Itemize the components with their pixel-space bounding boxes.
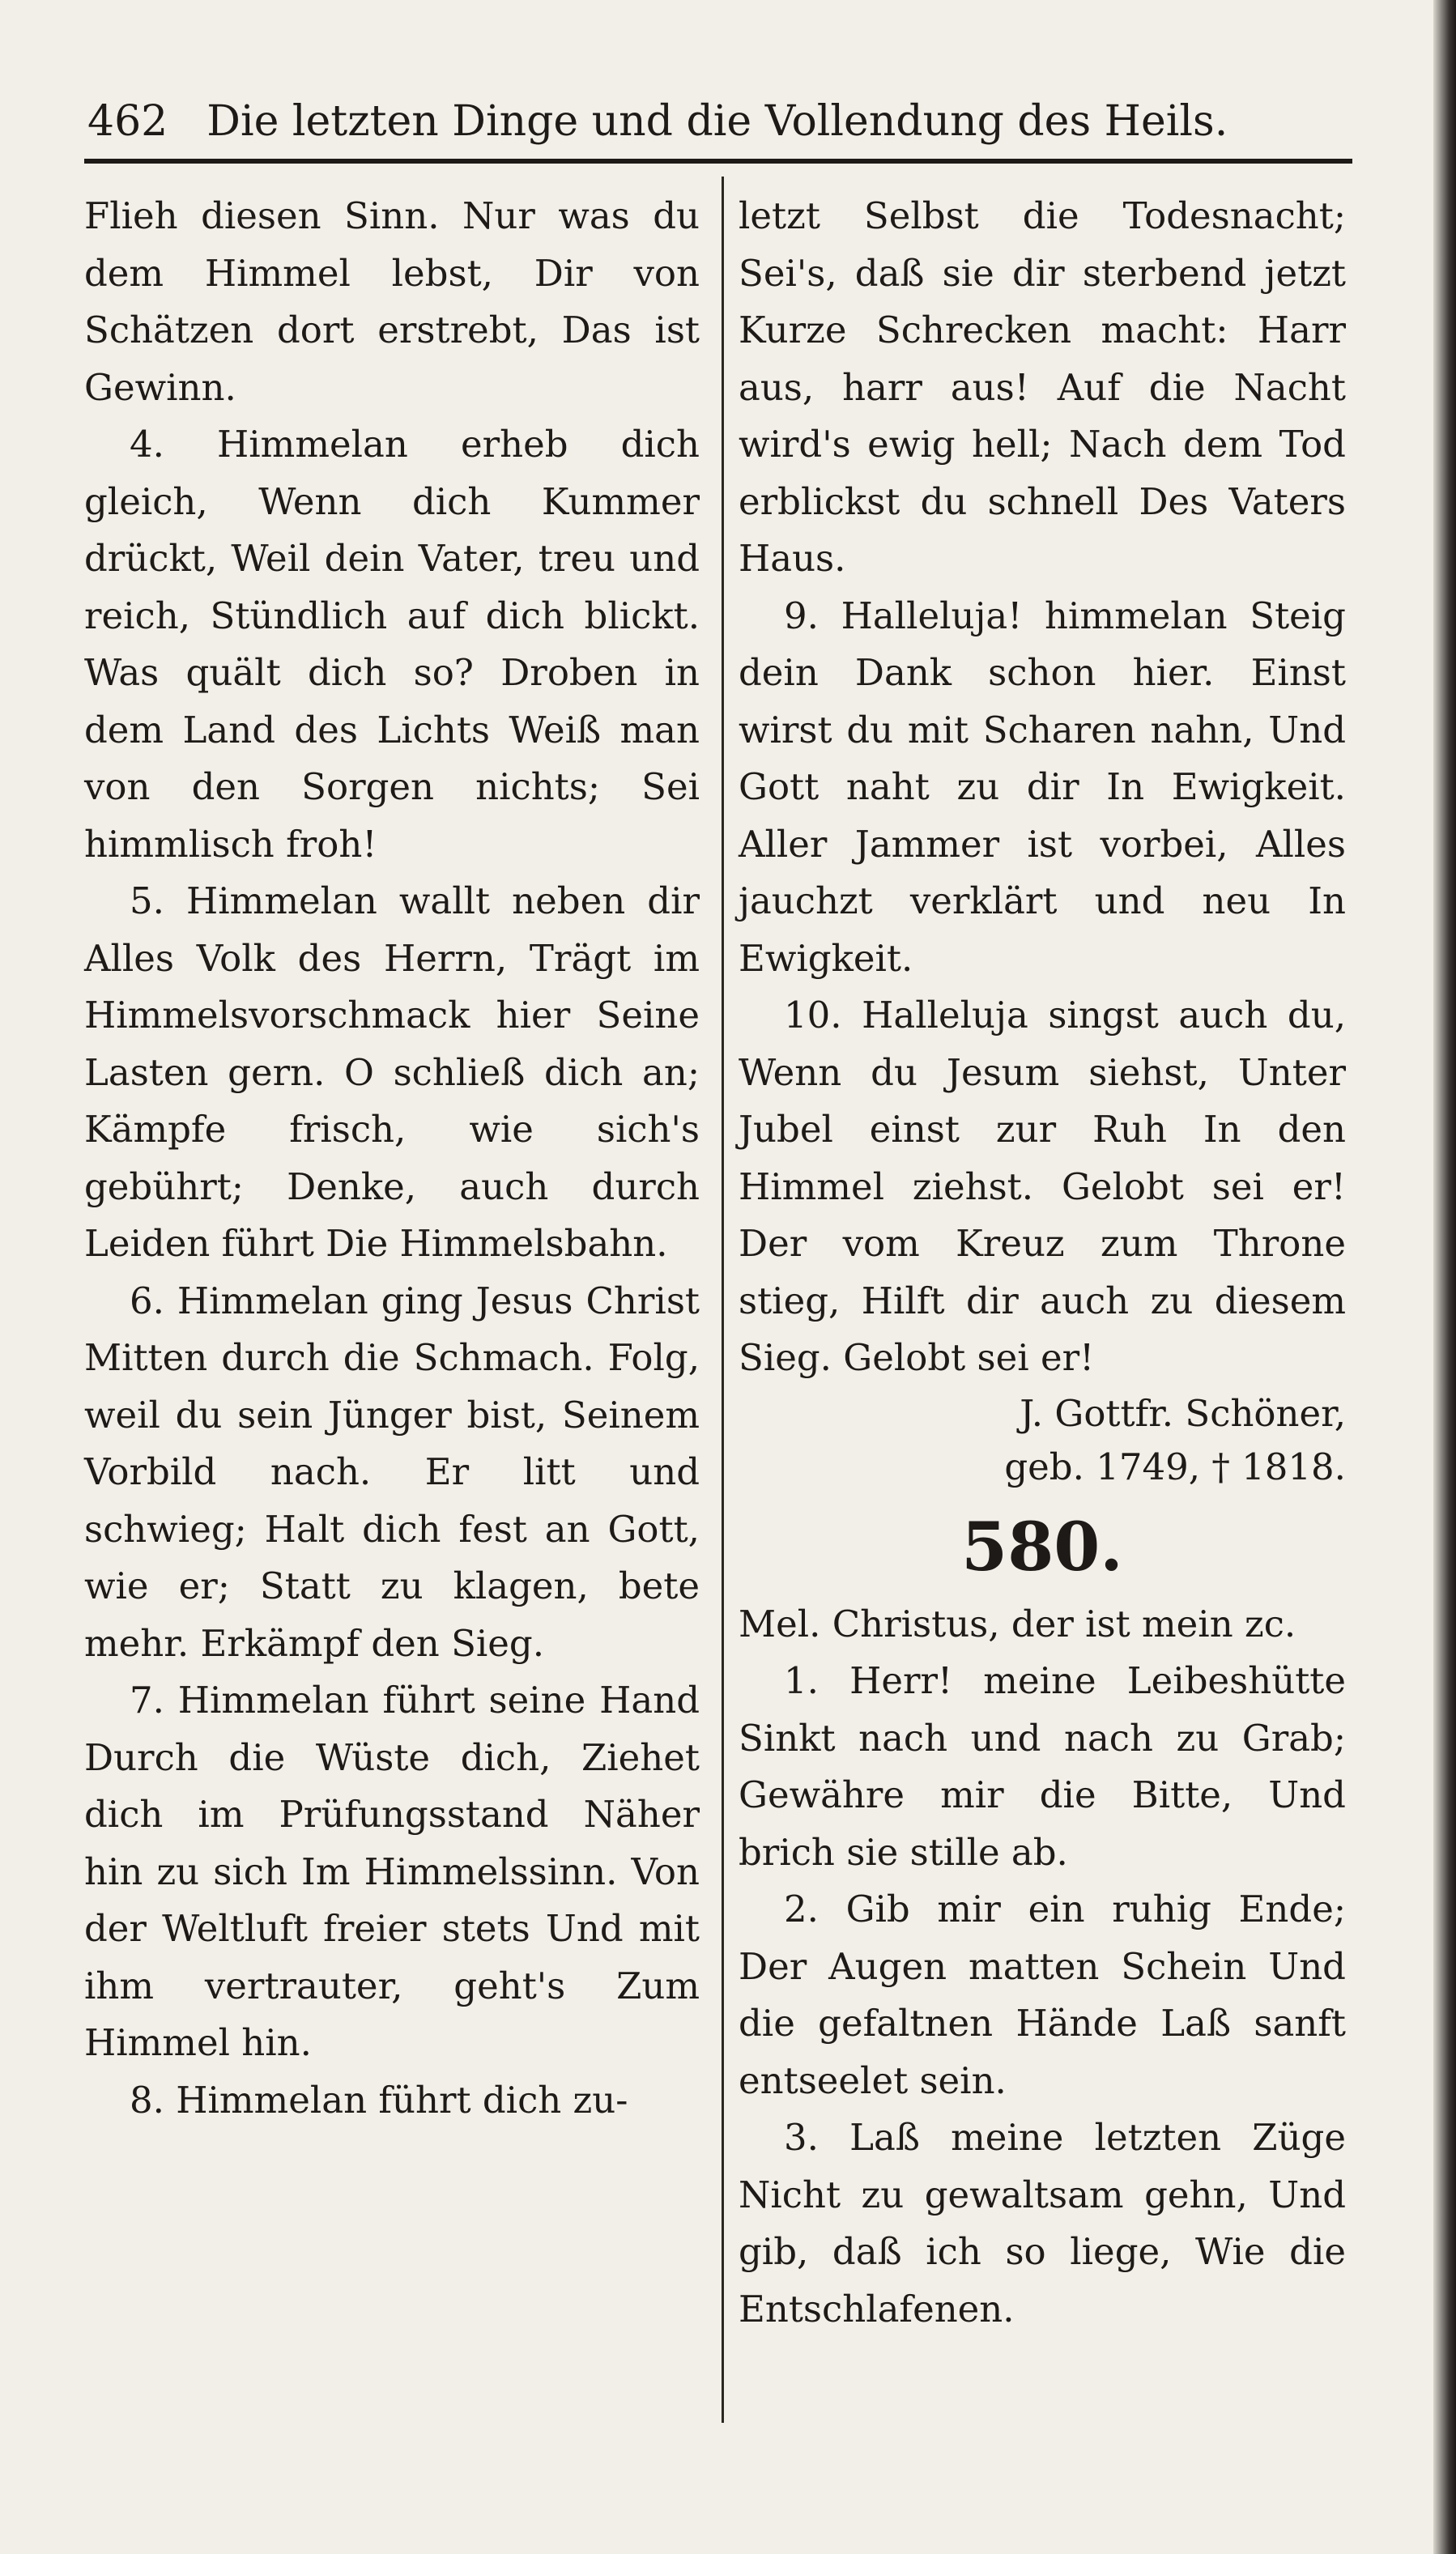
- author-dates: geb. 1749, † 1818.: [1004, 1445, 1346, 1488]
- book-edge: [1433, 0, 1456, 2554]
- verse-4: 4. Himmelan erheb dich gleich, Wenn dich Kummer drückt, Weil dein Vater, treu und reich, Stündlich auf dich blickt. Was quält dich so? Droben in dem Land des Lichts Weiß man von den Sorgen nichts; Sei himmlisch froh!: [84, 423, 700, 866]
- hymn-number: 580.: [961, 1508, 1123, 1586]
- verse-6: 6. Himmelan ging Jesus Christ Mitten durch die Schmach. Folg, weil du sein Jünger bist, Seinem Vorbild nach. Er litt und schwieg; Halt dich fest an Gott, wie er; Statt zu klagen, bete mehr. Erkämpf den Sieg.: [84, 1279, 700, 1665]
- verse-8-start: 8. Himmelan führt dich zu-: [130, 2078, 628, 2122]
- running-title: Die letzten Dinge und die Vollendung des Heils.: [206, 97, 1228, 146]
- hymn-580-verse-3: 3. Laß meine letzten Züge Nicht zu gewaltsam gehn, Und gib, daß ich so liege, Wie die Entschlafenen.: [739, 2116, 1346, 2331]
- page-header: [87, 89, 1351, 154]
- hymn-580-verse-2: 2. Gib mir ein ruhig Ende; Der Augen matten Schein Und die gefaltnen Hände Laß sanft entseelet sein.: [739, 1888, 1346, 2102]
- verse-8-end: letzt Selbst die Todesnacht; Sei's, daß sie dir sterbend jetzt Kurze Schrecken macht: Harr aus, harr aus! Auf die Nacht wird's ewig hell; Nach dem Tod erblickst du schnell Des Vaters Haus.: [739, 194, 1346, 580]
- verse-9: 9. Halleluja! himmelan Steig dein Dank schon hier. Einst wirst du mit Scharen nahn, Und Gott naht zu dir In Ewigkeit. Aller Jammer ist vorbei, Alles jauchzt verklärt und neu In Ewigkeit.: [739, 594, 1346, 980]
- verse-10: 10. Halleluja singst auch du, Wenn du Jesum siehst, Unter Jubel einst zur Ruh In den Himmel ziehst. Gelobt sei er! Der vom Kreuz zum Throne stieg, Hilft dir auch zu diesem Sieg. Gelobt sei er!: [739, 994, 1346, 1379]
- melody-line: Mel. Christus, der ist mein zc.: [739, 1602, 1296, 1645]
- page-number: 462: [87, 97, 168, 146]
- header-rule: [84, 159, 1352, 164]
- column-divider: [722, 177, 724, 2423]
- author-name: J. Gottfr. Schöner,: [1020, 1391, 1346, 1435]
- verse-5: 5. Himmelan wallt neben dir Alles Volk des Herrn, Trägt im Himmelsvorschmack hier Seine Lasten gern. O schließ dich an; Kämpfe frisch, wie sich's gebührt; Denke, auch durch Leiden führt Die Himmelsbahn.: [84, 879, 700, 1265]
- verse-7: 7. Himmelan führt seine Hand Durch die Wüste dich, Ziehet dich im Prüfungsstand Näher hin zu sich Im Himmelssinn. Von der Weltluft freier stets Und mit ihm vertrauter, geht's Zum Himmel hin.: [84, 1679, 700, 2064]
- verse-continuation: Flieh diesen Sinn. Nur was du dem Himmel lebst, Dir von Schätzen dort erstrebt, Das ist Gewinn.: [84, 194, 700, 409]
- right-column: [739, 188, 1346, 2338]
- left-column: [84, 188, 700, 2129]
- hymn-580-verse-1: 1. Herr! meine Leibeshütte Sinkt nach und nach zu Grab; Gewähre mir die Bitte, Und brich sie stille ab.: [739, 1659, 1346, 1874]
